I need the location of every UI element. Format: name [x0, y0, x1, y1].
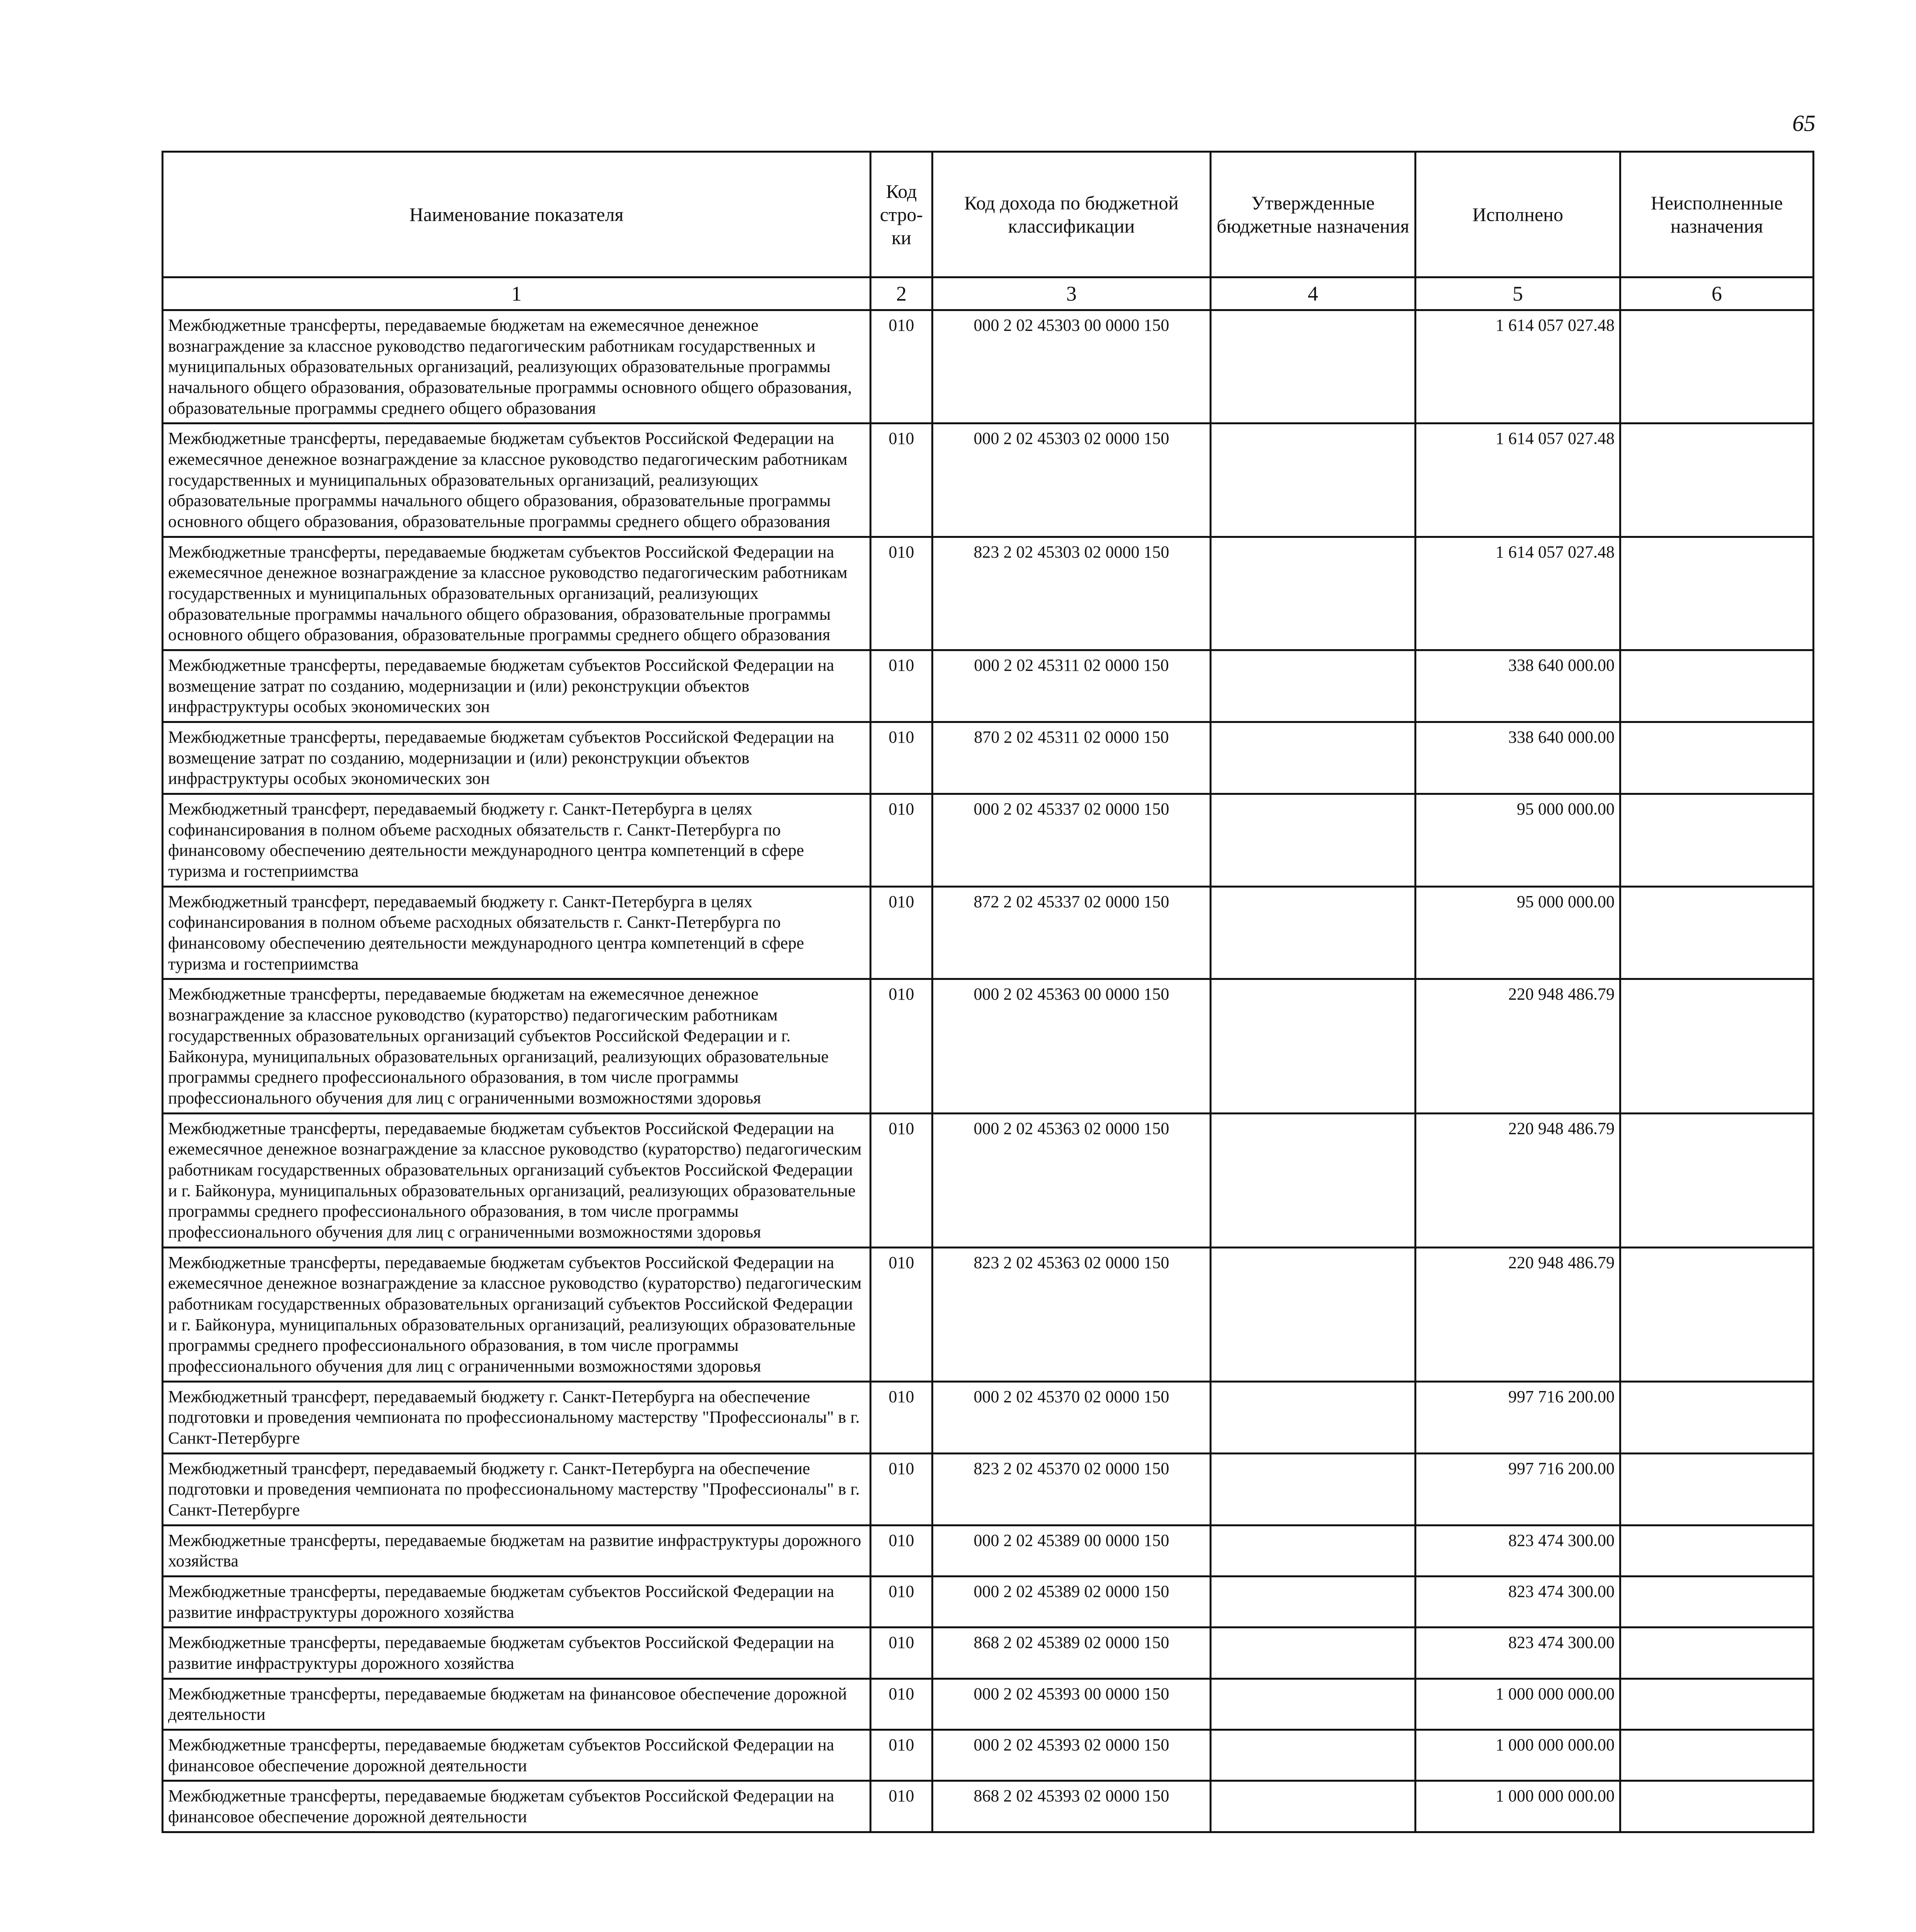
unexecuted-amount	[1620, 537, 1814, 650]
line-code: 010	[871, 1628, 932, 1679]
indicator-name: Межбюджетные трансферты, передаваемые бюджетам субъектов Российской Федерации на возмещение затрат по созданию, модернизации и (или) реконструкции объектов инфраструктуры особых экономических зон	[163, 650, 871, 722]
table-row	[163, 1576, 1814, 1627]
column-number: 5	[1416, 277, 1620, 310]
line-code: 010	[871, 1381, 932, 1453]
approved-amount	[1211, 1381, 1416, 1453]
executed-amount: 1 000 000 000.00	[1416, 1679, 1620, 1730]
executed-amount: 95 000 000.00	[1416, 886, 1620, 979]
indicator-name: Межбюджетные трансферты, передаваемые бюджетам на ежемесячное денежное вознаграждение за классное руководство педагогическим работникам государственных и муниципальных образовательных организаций, реализующих образовательные программы начального общего образования, образовательные программы основного общего образования, образовательные программы среднего общего образования	[163, 310, 871, 423]
column-number: 1	[163, 277, 871, 310]
indicator-name: Межбюджетные трансферты, передаваемые бюджетам субъектов Российской Федерации на ежемесячное денежное вознаграждение за классное руководство (кураторство) педагогическим работникам государственных образовательных организаций субъектов Российской Федерации и г. Байконура, муниципальных образовательных организаций, реализующих образовательные программы среднего профессионального образования, в том числе программы профессионального обучения для лиц с ограниченными возможностями здоровья	[163, 1247, 871, 1381]
table-row	[163, 979, 1814, 1113]
approved-amount	[1211, 794, 1416, 887]
line-code: 010	[871, 886, 932, 979]
table-header	[163, 152, 1814, 310]
table-row	[163, 1781, 1814, 1832]
approved-amount	[1211, 1576, 1416, 1627]
table-row	[163, 1679, 1814, 1730]
income-code: 868 2 02 45393 02 0000 150	[932, 1781, 1211, 1832]
table-row	[163, 1525, 1814, 1576]
line-code: 010	[871, 1453, 932, 1525]
executed-amount: 338 640 000.00	[1416, 722, 1620, 794]
unexecuted-amount	[1620, 1453, 1814, 1525]
unexecuted-amount	[1620, 979, 1814, 1113]
approved-amount	[1211, 722, 1416, 794]
table-row	[163, 886, 1814, 979]
unexecuted-amount	[1620, 722, 1814, 794]
indicator-name: Межбюджетные трансферты, передаваемые бюджетам субъектов Российской Федерации на развитие инфраструктуры дорожного хозяйства	[163, 1628, 871, 1679]
header-line-code: Код стро-ки	[871, 152, 932, 277]
approved-amount	[1211, 1113, 1416, 1247]
header-unexecuted: Неисполненные назначения	[1620, 152, 1814, 277]
unexecuted-amount	[1620, 794, 1814, 887]
line-code: 010	[871, 794, 932, 887]
table-row	[163, 1453, 1814, 1525]
executed-amount: 220 948 486.79	[1416, 1113, 1620, 1247]
table-row	[163, 1628, 1814, 1679]
approved-amount	[1211, 1781, 1416, 1832]
income-code: 000 2 02 45389 00 0000 150	[932, 1525, 1211, 1576]
line-code: 010	[871, 310, 932, 423]
executed-amount: 1 614 057 027.48	[1416, 537, 1620, 650]
budget-execution-table	[162, 151, 1814, 1833]
income-code: 823 2 02 45370 02 0000 150	[932, 1453, 1211, 1525]
approved-amount	[1211, 1679, 1416, 1730]
indicator-name: Межбюджетные трансферты, передаваемые бюджетам субъектов Российской Федерации на ежемесячное денежное вознаграждение за классное руководство (кураторство) педагогическим работникам государственных образовательных организаций субъектов Российской Федерации и г. Байконура, муниципальных образовательных организаций, реализующих образовательные программы среднего профессионального образования, в том числе программы профессионального обучения для лиц с ограниченными возможностями здоровья	[163, 1113, 871, 1247]
line-code: 010	[871, 1525, 932, 1576]
indicator-name: Межбюджетный трансферт, передаваемый бюджету г. Санкт-Петербурга в целях софинансирования в полном объеме расходных обязательств г. Санкт-Петербурга по финансовому обеспечению деятельности международного центра компетенций в сфере туризма и гостеприимства	[163, 794, 871, 887]
approved-amount	[1211, 886, 1416, 979]
executed-amount: 95 000 000.00	[1416, 794, 1620, 887]
line-code: 010	[871, 1730, 932, 1781]
line-code: 010	[871, 1679, 932, 1730]
header-income-code: Код дохода по бюджетной классификации	[932, 152, 1211, 277]
table-row	[163, 650, 1814, 722]
approved-amount	[1211, 1525, 1416, 1576]
approved-amount	[1211, 1453, 1416, 1525]
executed-amount: 1 000 000 000.00	[1416, 1730, 1620, 1781]
indicator-name: Межбюджетные трансферты, передаваемые бюджетам субъектов Российской Федерации на финансовое обеспечение дорожной деятельности	[163, 1781, 871, 1832]
line-code: 010	[871, 979, 932, 1113]
income-code: 000 2 02 45311 02 0000 150	[932, 650, 1211, 722]
indicator-name: Межбюджетные трансферты, передаваемые бюджетам на развитие инфраструктуры дорожного хозяйства	[163, 1525, 871, 1576]
executed-amount: 997 716 200.00	[1416, 1453, 1620, 1525]
header-name: Наименование показателя	[163, 152, 871, 277]
approved-amount	[1211, 537, 1416, 650]
table-row	[163, 423, 1814, 537]
unexecuted-amount	[1620, 1730, 1814, 1781]
line-code: 010	[871, 423, 932, 537]
executed-amount: 1 614 057 027.48	[1416, 423, 1620, 537]
income-code: 000 2 02 45393 02 0000 150	[932, 1730, 1211, 1781]
unexecuted-amount	[1620, 1679, 1814, 1730]
unexecuted-amount	[1620, 1381, 1814, 1453]
indicator-name: Межбюджетные трансферты, передаваемые бюджетам на ежемесячное денежное вознаграждение за классное руководство (кураторство) педагогическим работникам государственных образовательных организаций субъектов Российской Федерации и г. Байконура, муниципальных образовательных организаций, реализующих образовательные программы среднего профессионального образования, в том числе программы профессионального обучения для лиц с ограниченными возможностями здоровья	[163, 979, 871, 1113]
table-row	[163, 1113, 1814, 1247]
income-code: 000 2 02 45393 00 0000 150	[932, 1679, 1211, 1730]
line-code: 010	[871, 1576, 932, 1627]
table-row	[163, 1730, 1814, 1781]
executed-amount: 338 640 000.00	[1416, 650, 1620, 722]
table-row	[163, 1381, 1814, 1453]
page-number: 65	[1792, 111, 1816, 136]
header-executed: Исполнено	[1416, 152, 1620, 277]
column-number: 3	[932, 277, 1211, 310]
income-code: 000 2 02 45303 00 0000 150	[932, 310, 1211, 423]
column-number-row	[163, 277, 1814, 310]
indicator-name: Межбюджетные трансферты, передаваемые бюджетам субъектов Российской Федерации на ежемесячное денежное вознаграждение за классное руководство педагогическим работникам государственных и муниципальных образовательных организаций, реализующих образовательные программы начального общего образования, образовательные программы основного общего образования, образовательные программы среднего общего образования	[163, 423, 871, 537]
income-code: 870 2 02 45311 02 0000 150	[932, 722, 1211, 794]
income-code: 000 2 02 45370 02 0000 150	[932, 1381, 1211, 1453]
line-code: 010	[871, 1113, 932, 1247]
executed-amount: 220 948 486.79	[1416, 979, 1620, 1113]
line-code: 010	[871, 650, 932, 722]
approved-amount	[1211, 310, 1416, 423]
income-code: 868 2 02 45389 02 0000 150	[932, 1628, 1211, 1679]
income-code: 000 2 02 45303 02 0000 150	[932, 423, 1211, 537]
unexecuted-amount	[1620, 1525, 1814, 1576]
approved-amount	[1211, 979, 1416, 1113]
indicator-name: Межбюджетные трансферты, передаваемые бюджетам субъектов Российской Федерации на ежемесячное денежное вознаграждение за классное руководство педагогическим работникам государственных и муниципальных образовательных организаций, реализующих образовательные программы начального общего образования, образовательные программы основного общего образования, образовательные программы среднего общего образования	[163, 537, 871, 650]
indicator-name: Межбюджетные трансферты, передаваемые бюджетам субъектов Российской Федерации на возмещение затрат по созданию, модернизации и (или) реконструкции объектов инфраструктуры особых экономических зон	[163, 722, 871, 794]
indicator-name: Межбюджетные трансферты, передаваемые бюджетам на финансовое обеспечение дорожной деятельности	[163, 1679, 871, 1730]
executed-amount: 1 000 000 000.00	[1416, 1781, 1620, 1832]
unexecuted-amount	[1620, 1628, 1814, 1679]
indicator-name: Межбюджетный трансферт, передаваемый бюджету г. Санкт-Петербурга на обеспечение подготовки и проведения чемпионата по профессиональному мастерству "Профессионалы" в г. Санкт-Петербурге	[163, 1381, 871, 1453]
executed-amount: 823 474 300.00	[1416, 1525, 1620, 1576]
unexecuted-amount	[1620, 310, 1814, 423]
line-code: 010	[871, 1247, 932, 1381]
income-code: 000 2 02 45363 00 0000 150	[932, 979, 1211, 1113]
income-code: 823 2 02 45303 02 0000 150	[932, 537, 1211, 650]
table-row	[163, 722, 1814, 794]
table-row	[163, 794, 1814, 887]
table-body	[163, 310, 1814, 1832]
executed-amount: 220 948 486.79	[1416, 1247, 1620, 1381]
income-code: 872 2 02 45337 02 0000 150	[932, 886, 1211, 979]
column-number: 6	[1620, 277, 1814, 310]
indicator-name: Межбюджетные трансферты, передаваемые бюджетам субъектов Российской Федерации на развитие инфраструктуры дорожного хозяйства	[163, 1576, 871, 1627]
line-code: 010	[871, 537, 932, 650]
line-code: 010	[871, 722, 932, 794]
unexecuted-amount	[1620, 1113, 1814, 1247]
unexecuted-amount	[1620, 1247, 1814, 1381]
indicator-name: Межбюджетный трансферт, передаваемый бюджету г. Санкт-Петербурга в целях софинансирования в полном объеме расходных обязательств г. Санкт-Петербурга по финансовому обеспечению деятельности международного центра компетенций в сфере туризма и гостеприимства	[163, 886, 871, 979]
income-code: 000 2 02 45389 02 0000 150	[932, 1576, 1211, 1627]
executed-amount: 997 716 200.00	[1416, 1381, 1620, 1453]
unexecuted-amount	[1620, 886, 1814, 979]
approved-amount	[1211, 423, 1416, 537]
indicator-name: Межбюджетные трансферты, передаваемые бюджетам субъектов Российской Федерации на финансовое обеспечение дорожной деятельности	[163, 1730, 871, 1781]
executed-amount: 823 474 300.00	[1416, 1576, 1620, 1627]
table-row	[163, 310, 1814, 423]
approved-amount	[1211, 1628, 1416, 1679]
column-number: 4	[1211, 277, 1416, 310]
header-approved: Утвержденные бюджетные назначения	[1211, 152, 1416, 277]
approved-amount	[1211, 650, 1416, 722]
column-number: 2	[871, 277, 932, 310]
unexecuted-amount	[1620, 1576, 1814, 1627]
indicator-name: Межбюджетный трансферт, передаваемый бюджету г. Санкт-Петербурга на обеспечение подготовки и проведения чемпионата по профессиональному мастерству "Профессионалы" в г. Санкт-Петербурге	[163, 1453, 871, 1525]
executed-amount: 1 614 057 027.48	[1416, 310, 1620, 423]
income-code: 000 2 02 45337 02 0000 150	[932, 794, 1211, 887]
executed-amount: 823 474 300.00	[1416, 1628, 1620, 1679]
income-code: 000 2 02 45363 02 0000 150	[932, 1113, 1211, 1247]
unexecuted-amount	[1620, 650, 1814, 722]
approved-amount	[1211, 1247, 1416, 1381]
approved-amount	[1211, 1730, 1416, 1781]
table-row	[163, 1247, 1814, 1381]
unexecuted-amount	[1620, 1781, 1814, 1832]
line-code: 010	[871, 1781, 932, 1832]
income-code: 823 2 02 45363 02 0000 150	[932, 1247, 1211, 1381]
table-row	[163, 537, 1814, 650]
unexecuted-amount	[1620, 423, 1814, 537]
